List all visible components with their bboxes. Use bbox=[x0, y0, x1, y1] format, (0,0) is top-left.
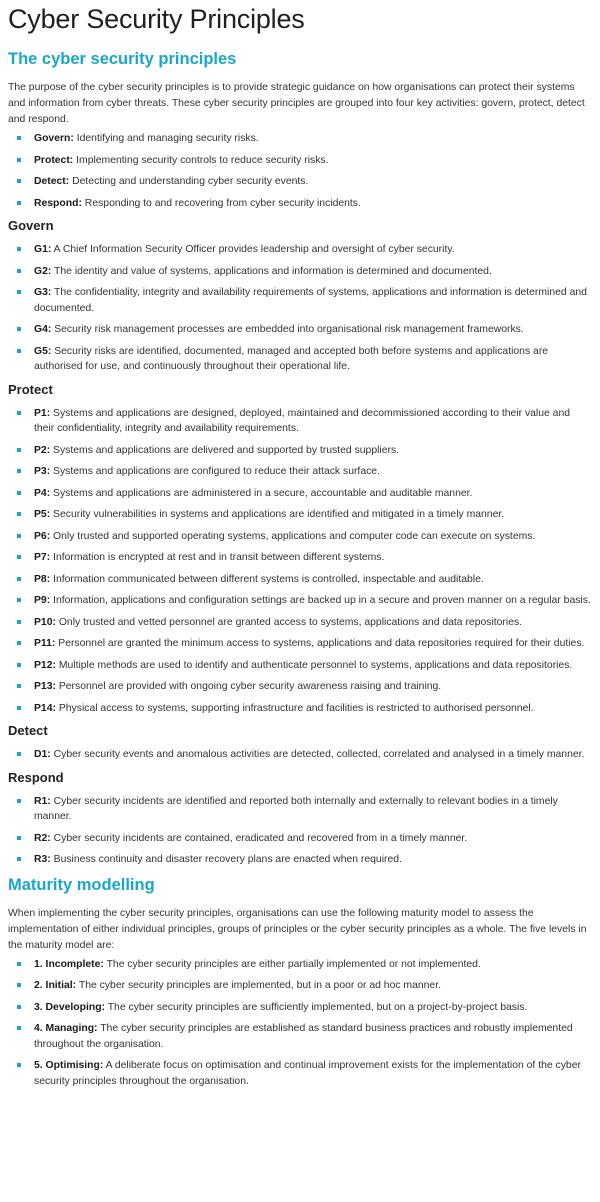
item-term: P10: bbox=[34, 616, 56, 628]
item-text: The cyber security principles are sufficiently implemented, but on a project-by-project basis. bbox=[105, 1001, 528, 1013]
bullet-icon bbox=[17, 290, 21, 294]
list-item bbox=[8, 1000, 592, 1016]
item-text: Personnel are granted the minimum access to systems, applications and data repositories required for their duties. bbox=[55, 638, 585, 649]
bullet-icon bbox=[17, 684, 21, 688]
respond-heading: Respond bbox=[8, 769, 64, 785]
item-term: P4: bbox=[34, 487, 51, 499]
bullet-icon bbox=[17, 327, 21, 331]
bullet-icon bbox=[17, 752, 21, 756]
govern-list bbox=[8, 242, 592, 375]
principles-heading: The cyber security principles bbox=[8, 50, 237, 68]
item-term: G2: bbox=[34, 265, 52, 277]
bullet-icon bbox=[17, 247, 21, 251]
list-item bbox=[8, 636, 592, 652]
item-term: 1. Incomplete: bbox=[34, 958, 104, 970]
item-term: P1: bbox=[34, 407, 51, 419]
list-item bbox=[8, 507, 592, 523]
item-text: Systems and applications are configured to reduce their attack surface. bbox=[50, 466, 380, 477]
item-term: P2: bbox=[34, 444, 51, 456]
bullet-icon bbox=[17, 598, 21, 602]
bullet-icon bbox=[17, 1063, 21, 1067]
item-text: The cyber security principles are implemented, but in a poor or ad hoc manner. bbox=[76, 980, 441, 991]
bullet-icon bbox=[17, 411, 21, 415]
item-term: 3. Developing: bbox=[34, 1001, 106, 1013]
list-item bbox=[8, 701, 592, 717]
item-term: Respond: bbox=[34, 197, 82, 209]
list-item bbox=[8, 486, 592, 502]
list-item bbox=[8, 285, 592, 316]
item-text: Cyber security events and anomalous activities are detected, collected, correlated and analysed in a timely manner. bbox=[50, 749, 585, 760]
list-item bbox=[8, 264, 592, 280]
bullet-icon bbox=[17, 136, 21, 140]
respond-list bbox=[8, 794, 592, 868]
item-text: Identifying and managing security risks. bbox=[73, 133, 259, 144]
item-term: G5: bbox=[34, 345, 52, 357]
list-item bbox=[8, 1021, 592, 1052]
item-text: Cyber security incidents are contained, eradicated and recovered from in a timely manner. bbox=[50, 832, 468, 844]
bullet-icon bbox=[17, 349, 21, 353]
item-text: Only trusted and vetted personnel are granted access to systems, applications and data repositories. bbox=[55, 616, 523, 628]
item-text: Information communicated between different systems is controlled, inspectable and auditable. bbox=[50, 573, 484, 585]
list-item bbox=[8, 794, 592, 825]
item-text: Systems and applications are administered in a secure, accountable and auditable manner. bbox=[50, 487, 473, 499]
list-item bbox=[8, 174, 592, 190]
item-term: P13: bbox=[34, 681, 56, 692]
document-page bbox=[0, 2, 600, 1089]
list-item bbox=[8, 196, 592, 212]
bullet-icon bbox=[17, 555, 21, 559]
bullet-icon bbox=[17, 962, 21, 966]
list-item bbox=[8, 529, 592, 545]
bullet-icon bbox=[17, 836, 21, 840]
bullet-icon bbox=[17, 179, 21, 183]
item-text: Detecting and understanding cyber security events. bbox=[69, 176, 309, 187]
list-item bbox=[8, 464, 592, 480]
bullet-icon bbox=[17, 491, 21, 495]
item-term: P11: bbox=[34, 638, 56, 649]
item-text: A Chief Information Security Officer provides leadership and oversight of cyber security. bbox=[51, 244, 455, 255]
protect-list bbox=[8, 406, 592, 717]
list-item bbox=[8, 406, 592, 437]
bullet-icon bbox=[17, 469, 21, 473]
item-text: Systems and applications are delivered and supported by trusted suppliers. bbox=[50, 444, 400, 456]
list-item bbox=[8, 679, 592, 695]
item-text: Security risks are identified, documented, managed and accepted both before systems and applications are authorised for use, and continuously throughout their operational life. bbox=[34, 345, 549, 372]
item-text: Security risk management processes are embedded into organisational risk management frameworks. bbox=[51, 324, 524, 335]
item-text: Responding to and recovering from cyber security incidents. bbox=[81, 197, 361, 209]
list-item bbox=[8, 978, 592, 994]
item-term: G1: bbox=[34, 244, 52, 255]
item-text: Information is encrypted at rest and in transit between different systems. bbox=[50, 552, 385, 563]
list-item bbox=[8, 572, 592, 588]
bullet-icon bbox=[17, 534, 21, 538]
detect-heading: Detect bbox=[8, 723, 48, 738]
activities-list bbox=[8, 131, 592, 211]
item-term: R1: bbox=[34, 795, 51, 807]
item-term: P14: bbox=[34, 702, 56, 714]
item-term: P12: bbox=[34, 659, 56, 671]
list-item bbox=[8, 443, 592, 459]
item-text: Systems and applications are designed, deployed, maintained and decommissioned according to their value and their confidentiality, integrity and availability requirements. bbox=[34, 407, 571, 434]
item-term: Protect: bbox=[34, 154, 74, 166]
bullet-icon bbox=[17, 1005, 21, 1009]
list-item bbox=[8, 344, 592, 375]
list-item bbox=[8, 852, 592, 868]
list-item bbox=[8, 747, 592, 763]
item-term: P5: bbox=[34, 509, 51, 520]
item-term: Detect: bbox=[34, 176, 70, 187]
bullet-icon bbox=[17, 641, 21, 645]
item-text: The cyber security principles are either partially implemented or not implemented. bbox=[103, 958, 481, 970]
principles-intro: The purpose of the cyber security principles is to provide strategic guidance on how organisations can protect their systems and information from cyber threats. These cyber security principles are grouped into four key activities: govern, protect, detect and respond. bbox=[8, 82, 585, 125]
item-term: P6: bbox=[34, 530, 51, 542]
detect-list bbox=[8, 747, 592, 763]
list-item bbox=[8, 153, 592, 169]
list-item bbox=[8, 957, 592, 973]
list-item bbox=[8, 1058, 592, 1089]
bullet-icon bbox=[17, 512, 21, 516]
item-term: P9: bbox=[34, 595, 51, 606]
list-item bbox=[8, 615, 592, 631]
item-text: The identity and value of systems, applications and information is determined and documented. bbox=[51, 265, 492, 277]
list-item bbox=[8, 322, 592, 338]
list-item bbox=[8, 658, 592, 674]
item-text: Cyber security incidents are identified and reported both internally and externally to relevant bodies in a timely manner. bbox=[34, 795, 558, 822]
bullet-icon bbox=[17, 706, 21, 710]
item-text: Personnel are provided with ongoing cyber security awareness raising and training. bbox=[55, 681, 442, 692]
list-item bbox=[8, 593, 592, 609]
item-term: P8: bbox=[34, 573, 51, 585]
page-title: Cyber Security Principles bbox=[8, 4, 305, 34]
item-text: The confidentiality, integrity and availability requirements of systems, applications and information is determined and documented. bbox=[34, 287, 587, 314]
bullet-icon bbox=[17, 201, 21, 205]
item-text: The cyber security principles are established as standard business practices and robustly implemented throughout the organisation. bbox=[34, 1023, 573, 1050]
list-item bbox=[8, 831, 592, 847]
item-term: 5. Optimising: bbox=[34, 1060, 104, 1071]
bullet-icon bbox=[17, 799, 21, 803]
item-term: G4: bbox=[34, 324, 52, 335]
item-text: Business continuity and disaster recovery plans are enacted when required. bbox=[50, 854, 402, 865]
bullet-icon bbox=[17, 577, 21, 581]
maturity-heading: Maturity modelling bbox=[8, 875, 155, 894]
maturity-levels-list bbox=[8, 957, 592, 1090]
bullet-icon bbox=[17, 448, 21, 452]
item-text: Physical access to systems, supporting infrastructure and facilities is restricted to authorised personnel. bbox=[55, 702, 534, 714]
bullet-icon bbox=[17, 158, 21, 162]
item-term: D1: bbox=[34, 749, 51, 760]
bullet-icon bbox=[17, 1026, 21, 1030]
item-text: Information, applications and configuration settings are backed up in a secure and proven manner on a regular basis. bbox=[50, 595, 591, 606]
protect-heading: Protect bbox=[8, 381, 53, 397]
item-text: Multiple methods are used to identify and authenticate personnel to systems, applications and data repositories. bbox=[55, 659, 573, 671]
item-term: 2. Initial: bbox=[34, 980, 77, 991]
bullet-icon bbox=[17, 983, 21, 987]
item-term: P7: bbox=[34, 552, 51, 563]
item-term: Govern: bbox=[34, 133, 74, 144]
item-term: G3: bbox=[34, 287, 52, 298]
item-text: A deliberate focus on optimisation and continual improvement exists for the implementation of the cyber security principles throughout the organisation. bbox=[34, 1060, 581, 1087]
list-item bbox=[8, 550, 592, 566]
list-item bbox=[8, 131, 592, 147]
govern-heading: Govern bbox=[8, 218, 54, 233]
bullet-icon bbox=[17, 663, 21, 667]
item-text: Only trusted and supported operating systems, applications and computer code can execute on systems. bbox=[50, 530, 536, 542]
maturity-intro: When implementing the cyber security principles, organisations can use the following maturity model to assess the implementation of either individual principles, groups of principles or the cyber security principles as a whole. The five levels in the maturity model are: bbox=[8, 907, 587, 951]
item-text: Implementing security controls to reduce security risks. bbox=[73, 154, 329, 166]
list-item bbox=[8, 242, 592, 258]
bullet-icon bbox=[17, 269, 21, 273]
item-term: P3: bbox=[34, 466, 51, 477]
bullet-icon bbox=[17, 857, 21, 861]
item-term: R2: bbox=[34, 832, 51, 844]
item-term: R3: bbox=[34, 854, 51, 865]
item-term: 4. Managing: bbox=[34, 1023, 98, 1034]
bullet-icon bbox=[17, 620, 21, 624]
item-text: Security vulnerabilities in systems and applications are identified and mitigated in a timely manner. bbox=[50, 509, 505, 520]
